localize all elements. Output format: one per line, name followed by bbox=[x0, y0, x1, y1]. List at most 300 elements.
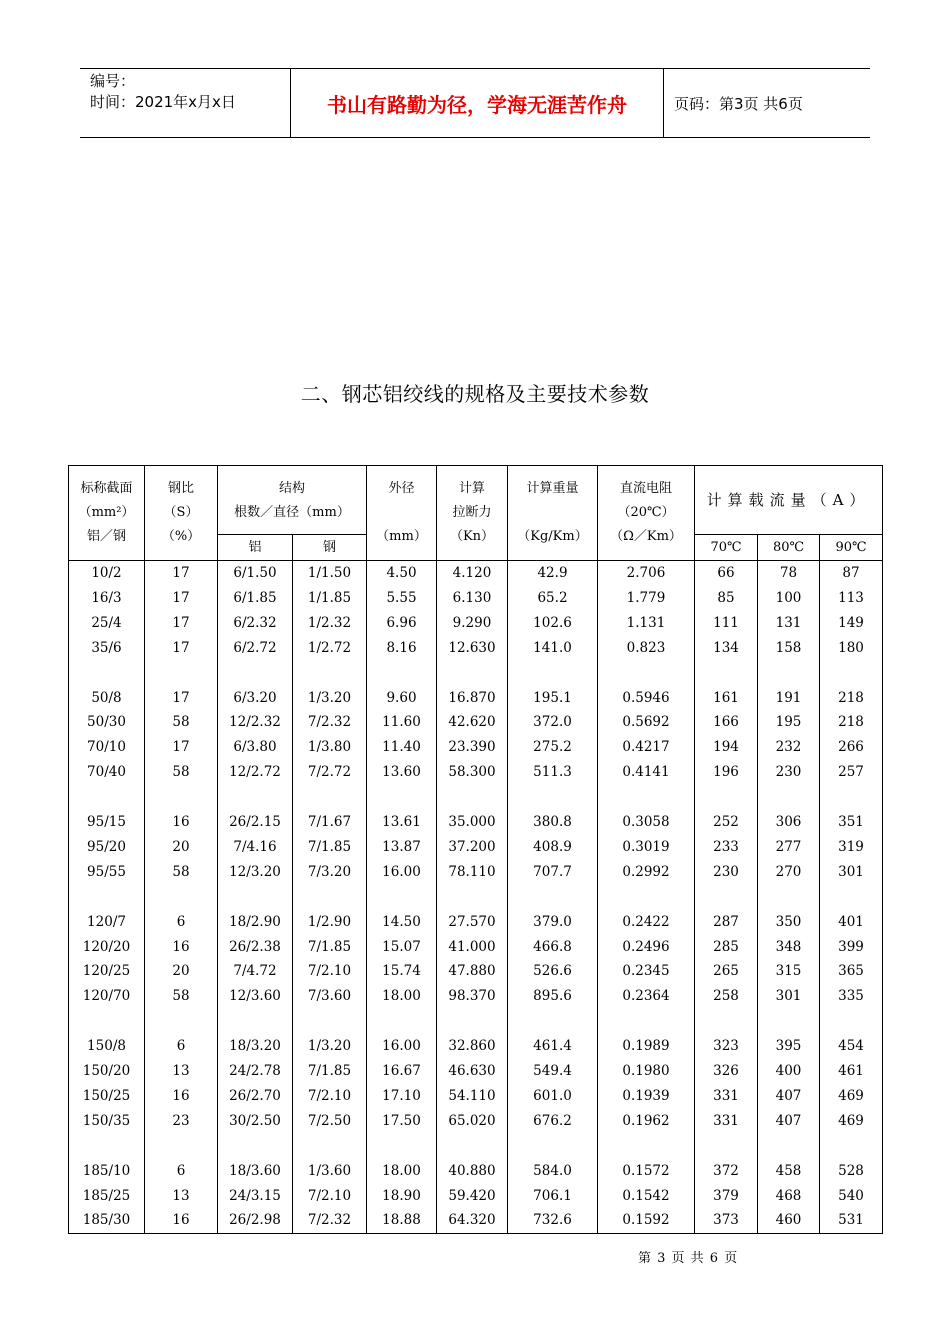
table-cell: 469 bbox=[820, 1084, 883, 1109]
table-cell: 1.131 bbox=[598, 611, 695, 636]
table-cell: 395 bbox=[758, 1034, 820, 1059]
header-line: 外径 bbox=[388, 481, 415, 496]
table-cell: 30/2.50 bbox=[218, 1109, 293, 1134]
table-cell: 12/3.60 bbox=[218, 984, 293, 1009]
header-outer-diameter bbox=[367, 466, 437, 561]
table-cell: 0.2496 bbox=[598, 935, 695, 960]
table-cell: 23 bbox=[145, 1109, 218, 1134]
table-cell bbox=[145, 785, 218, 810]
table-cell: 95/20 bbox=[69, 835, 145, 860]
table-cell: 120/20 bbox=[69, 935, 145, 960]
table-cell: 66 bbox=[695, 561, 758, 586]
table-cell bbox=[695, 1134, 758, 1159]
table-cell: 407 bbox=[758, 1084, 820, 1109]
table-cell: 102.6 bbox=[508, 611, 598, 636]
table-cell: 466.8 bbox=[508, 935, 598, 960]
table-cell: 401 bbox=[820, 910, 883, 935]
table-cell: 196 bbox=[695, 760, 758, 785]
table-cell: 301 bbox=[820, 860, 883, 885]
table-cell: 6/1.85 bbox=[218, 586, 293, 611]
table-cell: 351 bbox=[820, 810, 883, 835]
table-cell: 13 bbox=[145, 1184, 218, 1209]
table-cell: 161 bbox=[695, 686, 758, 711]
table-cell bbox=[695, 785, 758, 810]
table-cell: 0.2364 bbox=[598, 984, 695, 1009]
table-spacer-row bbox=[69, 785, 883, 810]
header-weight bbox=[508, 466, 598, 561]
table-cell: 1/3.20 bbox=[293, 1034, 367, 1059]
table-cell: 218 bbox=[820, 686, 883, 711]
table-cell: 65.020 bbox=[437, 1109, 508, 1134]
table-cell bbox=[218, 1134, 293, 1159]
header-line: 铝／钢 bbox=[86, 529, 126, 544]
table-cell: 7/2.10 bbox=[293, 1184, 367, 1209]
table-cell: 24/3.15 bbox=[218, 1184, 293, 1209]
table-cell: 7/2.10 bbox=[293, 1084, 367, 1109]
table-cell: 265 bbox=[695, 959, 758, 984]
table-cell: 323 bbox=[695, 1034, 758, 1059]
header-number: 编号： bbox=[90, 72, 136, 90]
table-cell: 6 bbox=[145, 910, 218, 935]
table-cell: 18/3.60 bbox=[218, 1159, 293, 1184]
table-cell: 306 bbox=[758, 810, 820, 835]
table-row bbox=[69, 959, 883, 984]
table-cell: 98.370 bbox=[437, 984, 508, 1009]
table-cell: 12/3.20 bbox=[218, 860, 293, 885]
table-row bbox=[69, 1184, 883, 1209]
header-temp-90: 90℃ bbox=[820, 535, 883, 561]
table-cell: 6/2.32 bbox=[218, 611, 293, 636]
table-cell: 7/2.50 bbox=[293, 1109, 367, 1134]
table-cell: 399 bbox=[820, 935, 883, 960]
table-cell: 7/3.60 bbox=[293, 984, 367, 1009]
table-cell: 287 bbox=[695, 910, 758, 935]
header-line: （mm） bbox=[376, 529, 427, 544]
table-cell: 0.3058 bbox=[598, 810, 695, 835]
table-row bbox=[69, 910, 883, 935]
table-cell bbox=[437, 661, 508, 686]
table-cell: 0.2345 bbox=[598, 959, 695, 984]
table-cell: 895.6 bbox=[508, 984, 598, 1009]
table-cell bbox=[367, 1134, 437, 1159]
table-cell bbox=[145, 661, 218, 686]
table-cell: 2.706 bbox=[598, 561, 695, 586]
table-cell bbox=[293, 785, 367, 810]
header-line: （S） bbox=[163, 505, 199, 520]
table-cell: 408.9 bbox=[508, 835, 598, 860]
table-cell: 400 bbox=[758, 1059, 820, 1084]
table-row bbox=[69, 611, 883, 636]
table-cell bbox=[69, 885, 145, 910]
table-cell bbox=[218, 661, 293, 686]
header-structure-steel: 钢 bbox=[293, 535, 367, 561]
table-cell bbox=[293, 1134, 367, 1159]
table-spacer-row bbox=[69, 1134, 883, 1159]
table-cell: 528 bbox=[820, 1159, 883, 1184]
table-cell: 0.1939 bbox=[598, 1084, 695, 1109]
table-cell bbox=[218, 1009, 293, 1034]
table-cell: 70/40 bbox=[69, 760, 145, 785]
table-cell bbox=[758, 1134, 820, 1159]
table-cell: 65.2 bbox=[508, 586, 598, 611]
table-cell: 326 bbox=[695, 1059, 758, 1084]
table-row bbox=[69, 760, 883, 785]
table-cell: 407 bbox=[758, 1109, 820, 1134]
header-breaking-force bbox=[437, 466, 508, 561]
table-cell: 275.2 bbox=[508, 735, 598, 760]
table-cell: 100 bbox=[758, 586, 820, 611]
table-cell: 0.1572 bbox=[598, 1159, 695, 1184]
table-row bbox=[69, 1059, 883, 1084]
table-row bbox=[69, 1109, 883, 1134]
header-meta bbox=[80, 69, 291, 137]
table-cell: 16 bbox=[145, 1084, 218, 1109]
table-cell: 12/2.72 bbox=[218, 760, 293, 785]
table-cell: 0.1989 bbox=[598, 1034, 695, 1059]
table-cell: 0.1980 bbox=[598, 1059, 695, 1084]
table-cell: 141.0 bbox=[508, 636, 598, 661]
table-cell: 16/3 bbox=[69, 586, 145, 611]
header-line: 标称截面 bbox=[80, 481, 133, 496]
table-cell: 584.0 bbox=[508, 1159, 598, 1184]
table-cell: 16.870 bbox=[437, 686, 508, 711]
table-cell: 676.2 bbox=[508, 1109, 598, 1134]
table-row bbox=[69, 835, 883, 860]
table-cell: 7/3.20 bbox=[293, 860, 367, 885]
table-cell bbox=[69, 1134, 145, 1159]
table-row bbox=[69, 935, 883, 960]
table-cell: 526.6 bbox=[508, 959, 598, 984]
header-temp-70: 70℃ bbox=[695, 535, 758, 561]
table-cell bbox=[598, 785, 695, 810]
table-cell: 64.320 bbox=[437, 1208, 508, 1233]
table-cell bbox=[820, 885, 883, 910]
table-cell: 185/10 bbox=[69, 1159, 145, 1184]
table-cell: 180 bbox=[820, 636, 883, 661]
table-cell: 131 bbox=[758, 611, 820, 636]
table-cell: 232 bbox=[758, 735, 820, 760]
table-cell: 1/3.20 bbox=[293, 686, 367, 711]
table-cell: 372 bbox=[695, 1159, 758, 1184]
table-cell bbox=[695, 885, 758, 910]
table-cell: 27.570 bbox=[437, 910, 508, 935]
table-cell: 285 bbox=[695, 935, 758, 960]
table-cell: 266 bbox=[820, 735, 883, 760]
table-cell: 6 bbox=[145, 1034, 218, 1059]
header-line: （Kg/Km） bbox=[517, 529, 588, 544]
table-row bbox=[69, 984, 883, 1009]
table-cell: 469 bbox=[820, 1109, 883, 1134]
table-cell: 59.420 bbox=[437, 1184, 508, 1209]
table-row bbox=[69, 586, 883, 611]
table-cell bbox=[69, 661, 145, 686]
table-cell bbox=[508, 661, 598, 686]
table-cell: 15.07 bbox=[367, 935, 437, 960]
table-cell: 335 bbox=[820, 984, 883, 1009]
table-cell: 24/2.78 bbox=[218, 1059, 293, 1084]
header-line: （mm²） bbox=[78, 505, 135, 520]
header-temp-80: 80℃ bbox=[758, 535, 820, 561]
header-line: 结构 bbox=[278, 481, 305, 496]
table-cell bbox=[218, 885, 293, 910]
table-row bbox=[69, 710, 883, 735]
table-cell bbox=[367, 661, 437, 686]
table-cell: 12.630 bbox=[437, 636, 508, 661]
table-cell: 258 bbox=[695, 984, 758, 1009]
table-cell: 4.50 bbox=[367, 561, 437, 586]
table-cell bbox=[145, 1009, 218, 1034]
table-row bbox=[69, 1034, 883, 1059]
table-cell: 380.8 bbox=[508, 810, 598, 835]
table-cell: 6/3.20 bbox=[218, 686, 293, 711]
table-cell: 5.55 bbox=[367, 586, 437, 611]
spec-table-body bbox=[69, 561, 883, 1234]
table-cell: 11.60 bbox=[367, 710, 437, 735]
table-cell: 348 bbox=[758, 935, 820, 960]
table-cell: 0.4217 bbox=[598, 735, 695, 760]
table-cell: 40.880 bbox=[437, 1159, 508, 1184]
table-cell: 331 bbox=[695, 1109, 758, 1134]
page-footer: 第 3 页 共 6 页 bbox=[638, 1251, 739, 1266]
table-cell bbox=[695, 1009, 758, 1034]
table-cell: 9.60 bbox=[367, 686, 437, 711]
table-cell: 601.0 bbox=[508, 1084, 598, 1109]
table-cell bbox=[145, 885, 218, 910]
table-cell: 7/4.16 bbox=[218, 835, 293, 860]
table-row bbox=[69, 636, 883, 661]
table-cell: 372.0 bbox=[508, 710, 598, 735]
table-cell bbox=[598, 885, 695, 910]
table-cell: 50/30 bbox=[69, 710, 145, 735]
table-row bbox=[69, 686, 883, 711]
table-cell: 379.0 bbox=[508, 910, 598, 935]
table-cell: 18/3.20 bbox=[218, 1034, 293, 1059]
table-cell: 120/70 bbox=[69, 984, 145, 1009]
table-cell: 8.16 bbox=[367, 636, 437, 661]
table-cell: 6.130 bbox=[437, 586, 508, 611]
table-cell: 331 bbox=[695, 1084, 758, 1109]
spec-table bbox=[68, 465, 883, 1234]
table-cell: 150/25 bbox=[69, 1084, 145, 1109]
table-cell: 0.823 bbox=[598, 636, 695, 661]
table-cell: 16.00 bbox=[367, 860, 437, 885]
table-cell: 17.50 bbox=[367, 1109, 437, 1134]
table-cell: 7/2.32 bbox=[293, 1208, 367, 1233]
table-cell: 166 bbox=[695, 710, 758, 735]
table-cell: 16 bbox=[145, 935, 218, 960]
header-current-capacity: 计算载流量（A） bbox=[695, 466, 883, 535]
table-cell: 277 bbox=[758, 835, 820, 860]
table-cell: 16.67 bbox=[367, 1059, 437, 1084]
table-cell: 7/1.67 bbox=[293, 810, 367, 835]
table-cell: 35/6 bbox=[69, 636, 145, 661]
table-cell: 15.74 bbox=[367, 959, 437, 984]
header-line: 钢比 bbox=[167, 481, 194, 496]
table-cell: 6/2.72 bbox=[218, 636, 293, 661]
table-cell: 42.9 bbox=[508, 561, 598, 586]
table-cell: 150/20 bbox=[69, 1059, 145, 1084]
table-cell: 13.61 bbox=[367, 810, 437, 835]
table-cell: 46.630 bbox=[437, 1059, 508, 1084]
table-cell: 13 bbox=[145, 1059, 218, 1084]
table-cell: 185/30 bbox=[69, 1208, 145, 1233]
table-cell bbox=[508, 1134, 598, 1159]
table-cell: 87 bbox=[820, 561, 883, 586]
table-cell: 47.880 bbox=[437, 959, 508, 984]
table-cell: 7/2.32 bbox=[293, 710, 367, 735]
header-time: 时间：2021年x月x日 bbox=[90, 93, 236, 111]
table-cell: 350 bbox=[758, 910, 820, 935]
header-steel-ratio bbox=[145, 466, 218, 561]
table-row bbox=[69, 1208, 883, 1233]
table-cell: 58 bbox=[145, 760, 218, 785]
table-cell: 540 bbox=[820, 1184, 883, 1209]
table-cell: 6 bbox=[145, 1159, 218, 1184]
table-row bbox=[69, 1084, 883, 1109]
table-spacer-row bbox=[69, 1009, 883, 1034]
table-cell bbox=[437, 885, 508, 910]
table-cell: 120/25 bbox=[69, 959, 145, 984]
table-cell: 511.3 bbox=[508, 760, 598, 785]
table-cell: 6/1.50 bbox=[218, 561, 293, 586]
table-cell bbox=[437, 785, 508, 810]
table-cell: 230 bbox=[695, 860, 758, 885]
table-cell: 37.200 bbox=[437, 835, 508, 860]
table-cell: 26/2.15 bbox=[218, 810, 293, 835]
table-cell: 1/1.85 bbox=[293, 586, 367, 611]
table-cell bbox=[69, 1009, 145, 1034]
table-cell: 0.2992 bbox=[598, 860, 695, 885]
header-line: 计算重量 bbox=[526, 481, 579, 496]
table-cell bbox=[218, 785, 293, 810]
table-cell: 16 bbox=[145, 1208, 218, 1233]
table-cell: 113 bbox=[820, 586, 883, 611]
table-cell: 218 bbox=[820, 710, 883, 735]
table-cell: 78.110 bbox=[437, 860, 508, 885]
table-cell: 549.4 bbox=[508, 1059, 598, 1084]
table-cell: 95/15 bbox=[69, 810, 145, 835]
header-motto: 书山有路勤为径，学海无涯苦作舟 bbox=[291, 69, 664, 137]
table-cell: 17 bbox=[145, 611, 218, 636]
table-cell bbox=[598, 1134, 695, 1159]
table-cell: 194 bbox=[695, 735, 758, 760]
table-row bbox=[69, 735, 883, 760]
table-cell bbox=[293, 885, 367, 910]
header-line: （Kn） bbox=[449, 529, 495, 544]
table-cell: 41.000 bbox=[437, 935, 508, 960]
table-row bbox=[69, 561, 883, 586]
table-cell bbox=[820, 785, 883, 810]
table-cell: 1.779 bbox=[598, 586, 695, 611]
table-cell: 158 bbox=[758, 636, 820, 661]
table-cell: 0.1542 bbox=[598, 1184, 695, 1209]
table-cell bbox=[145, 1134, 218, 1159]
table-cell bbox=[758, 885, 820, 910]
header-line bbox=[508, 501, 597, 525]
table-cell: 58 bbox=[145, 984, 218, 1009]
table-spacer-row bbox=[69, 661, 883, 686]
header-line: （20℃） bbox=[617, 505, 675, 520]
table-cell: 1/2.72 bbox=[293, 636, 367, 661]
table-cell: 0.1962 bbox=[598, 1109, 695, 1134]
table-cell bbox=[758, 661, 820, 686]
table-cell bbox=[598, 661, 695, 686]
table-cell bbox=[820, 1134, 883, 1159]
table-cell: 1/2.32 bbox=[293, 611, 367, 636]
table-cell: 78 bbox=[758, 561, 820, 586]
table-cell: 17 bbox=[145, 686, 218, 711]
table-cell: 365 bbox=[820, 959, 883, 984]
table-row bbox=[69, 860, 883, 885]
table-cell: 85 bbox=[695, 586, 758, 611]
table-cell: 461.4 bbox=[508, 1034, 598, 1059]
table-cell: 12/2.32 bbox=[218, 710, 293, 735]
table-cell: 461 bbox=[820, 1059, 883, 1084]
header-structure-al: 铝 bbox=[218, 535, 293, 561]
table-cell: 230 bbox=[758, 760, 820, 785]
table-cell bbox=[508, 1009, 598, 1034]
table-cell: 150/8 bbox=[69, 1034, 145, 1059]
table-cell: 195.1 bbox=[508, 686, 598, 711]
table-cell: 0.4141 bbox=[598, 760, 695, 785]
table-cell: 301 bbox=[758, 984, 820, 1009]
table-cell: 9.290 bbox=[437, 611, 508, 636]
table-cell: 26/2.38 bbox=[218, 935, 293, 960]
header-line: （Ω／Km） bbox=[610, 529, 682, 544]
table-cell: 25/4 bbox=[69, 611, 145, 636]
table-cell: 1/1.50 bbox=[293, 561, 367, 586]
table-cell: 17 bbox=[145, 636, 218, 661]
table-cell bbox=[695, 661, 758, 686]
table-cell: 373 bbox=[695, 1208, 758, 1233]
table-cell bbox=[293, 661, 367, 686]
table-cell: 18.00 bbox=[367, 984, 437, 1009]
table-cell: 1/3.60 bbox=[293, 1159, 367, 1184]
table-cell: 17 bbox=[145, 561, 218, 586]
table-cell bbox=[367, 785, 437, 810]
table-cell: 26/2.98 bbox=[218, 1208, 293, 1233]
document-header bbox=[80, 68, 870, 138]
table-cell: 257 bbox=[820, 760, 883, 785]
table-cell: 16 bbox=[145, 810, 218, 835]
table-cell bbox=[598, 1009, 695, 1034]
table-cell: 120/7 bbox=[69, 910, 145, 935]
table-cell: 14.50 bbox=[367, 910, 437, 935]
header-line: 根数／直径（mm） bbox=[234, 505, 350, 520]
table-cell: 20 bbox=[145, 959, 218, 984]
table-cell bbox=[69, 785, 145, 810]
table-cell: 0.3019 bbox=[598, 835, 695, 860]
table-cell: 7/2.10 bbox=[293, 959, 367, 984]
table-cell: 732.6 bbox=[508, 1208, 598, 1233]
table-cell: 0.5946 bbox=[598, 686, 695, 711]
table-cell bbox=[437, 1009, 508, 1034]
header-line: 拉断力 bbox=[452, 505, 492, 520]
table-cell: 6.96 bbox=[367, 611, 437, 636]
table-cell: 7/1.85 bbox=[293, 935, 367, 960]
table-cell: 7/1.85 bbox=[293, 1059, 367, 1084]
table-cell: 58 bbox=[145, 860, 218, 885]
table-cell: 1/3.80 bbox=[293, 735, 367, 760]
table-cell: 7/2.72 bbox=[293, 760, 367, 785]
table-cell bbox=[820, 661, 883, 686]
table-cell: 16.00 bbox=[367, 1034, 437, 1059]
header-line: （%） bbox=[161, 529, 201, 544]
table-cell: 460 bbox=[758, 1208, 820, 1233]
table-cell: 18.90 bbox=[367, 1184, 437, 1209]
table-cell bbox=[758, 785, 820, 810]
table-cell: 379 bbox=[695, 1184, 758, 1209]
